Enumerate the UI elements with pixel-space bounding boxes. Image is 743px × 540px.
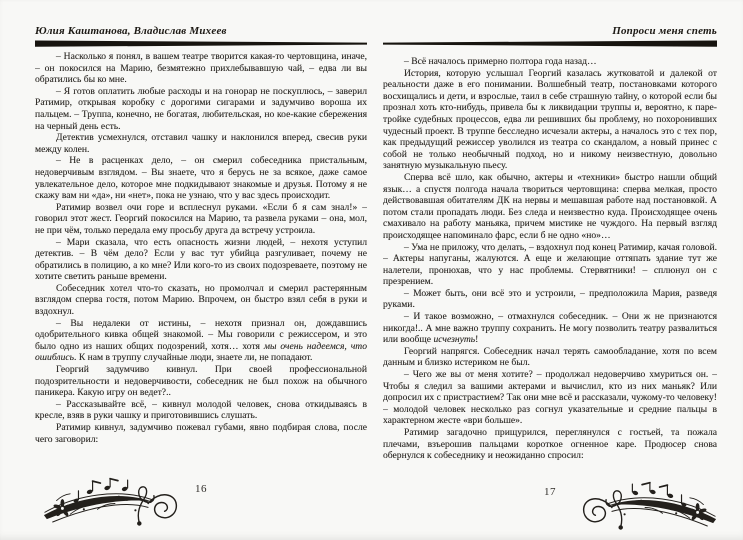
running-header-book-title: Попроси меня спеть	[612, 25, 717, 37]
paragraph: Детектив усмехнулся, отставил чашку и наклонился вперед, свесив руки между колен.	[35, 132, 367, 155]
paragraph: Ратимир возвел очи горе и всплеснул руками. «Если б я сам знал!» – говорил этот жест. Георгий покосился на Марию, та развела руками – она, мол, не при чём, только передала ему просьбу друга да встречу устроила.	[35, 201, 367, 236]
header-rule	[383, 40, 717, 48]
paragraph: Георгий задумчиво кивнул. При своей профессиональной подозрительности и недоверчивости, собеседник не был похож на обычного паникера. Какую игру он ведет?..	[35, 364, 367, 399]
paragraph: Ратимир загадочно прищурился, переглянулся с гостьей, та пожала плечами, взъерошив пальцами короткое огненное каре. Продюсер снова обернулся к собеседнику и неожиданно спросил:	[383, 427, 717, 462]
paragraph: – Рассказывайте всё, – кивнул молодой человек, снова откидываясь в кресле, взяв в руки чашку и приготовившись слушать.	[35, 398, 367, 422]
music-flourish-icon	[573, 481, 719, 534]
paragraph: – Мари сказала, что есть опасность жизни людей, – нехотя уступил детектив. – В чём дело? Если у вас тут убийца разгуливает, почему не обратились в полицию, а ко мне? Или кого-то из своих подозреваете, поэтому не хотите светить раньше времени.	[35, 236, 367, 283]
page-text	[35, 51, 367, 481]
paragraph: – Может быть, они всё это и устроили, – предположила Мария, разведя руками.	[383, 287, 717, 311]
paragraph: – Не в расценках дело, – он смерил собеседника пристальным, недоверчивым взглядом. – Вы знаете, что я берусь не за всякое, даже самое увлекательное дело, которое мне подкидывают знакомые и друзья. Потому я не скажу вам ни «да», ни «нет», пока не узнаю, что у вас здесь происходит.	[35, 155, 367, 202]
page-number: 17	[544, 486, 556, 498]
paragraph: – Насколько я понял, в вашем театре творится какая-то чертовщина, иначе, – он покосился на Марию, безмятежно прихлебывавшую чай, – едва ли вы обратились бы ко мне.	[35, 51, 367, 86]
page-text	[383, 56, 717, 486]
header-rule	[35, 40, 367, 48]
paragraph: Георгий напрягся. Собеседник начал терять самообладание, хотя по всем данным и близко истериком не был.	[383, 345, 717, 369]
page-number: 16	[195, 483, 207, 495]
paragraph: – Вы недалеки от истины, – нехотя признал он, дождавшись одобрительного кивка общей знакомой. – Мы говорили с режиссером, и это было одно из наших общих подозрений, хотя… хотя мы очень надеемся, что ошиблись. К нам в труппу случайные люди, знаете ли, не попадают.	[35, 317, 367, 364]
paragraph: – Ума не приложу, что делать, – вздохнул под конец Ратимир, качая головой. – Актеры напуганы, жалуются. А еще и желающие оттяпать здание тут же налетели, пронюхав, что у нас проблемы. Стервятники! – сплюнул он с презрением.	[383, 241, 717, 288]
paragraph: Собеседник хотел что-то сказать, но промолчал и смерил растерянным взглядом сперва гостя, потом Марию. Впрочем, он быстро взял себя в руки и вздохнул.	[35, 282, 367, 318]
paragraph: – Чего же вы от меня хотите? – продолжал недоверчиво хмуриться он. – Чтобы я следил за вашими актерами и вычислил, кто из них маньяк? Или допросил их с пристрастием? Так они мне всё и рассказали, чужому-то человеку! – молодой человек несколько раз согнул указательные и средние пальцы в характерном жесте «ври больше».	[383, 369, 717, 427]
paragraph: История, которую услышал Георгий казалась жутковатой и далекой от реальности даже в его понимании. Волшебный театр, постановками которого восхищались и дети, и взрослые, таил в себе страшную тайну, о которой если бы прознал хоть кто-нибудь, привела бы к ликвидации труппы и, вероятно, к паре-тройке судебных процессов, едва ли решивших бы проблему, но похоронивших чудесный проект. В труппе бесследно исчезали актеры, а началось это с тех пор, как предыдущий режиссер уволился из театра со скандалом, а новый принес с собой не только необычный подход, но и никому неизвестную, довольно занятную музыкальную пьесу.	[383, 67, 717, 172]
running-header-authors: Юлия Каштанова, Владислав Михеев	[35, 25, 227, 37]
page-left	[35, 0, 367, 540]
paragraph: Сперва всё шло, как обычно, актеры и «техники» быстро нашли общий язык… а спустя полгода начала твориться чертовщина: сперва мелкая, просто действовавшая обитателям ДК на нервы и мешавшая работе над постановкой. А потом стали пропадать люди. Без следа и неизвестно куда. Происходящее очень смахивало на работу маньяка, причем мистике не чуждого. На первый взгляд происходящее напоминало фарс, если б не одно «но»…	[383, 171, 717, 241]
paragraph: – И такое возможно, – отмахнулся собеседник. – Они ж не признаются никогда!.. А мне важно труппу сохранить. Не могу позволить театру развалиться или вообще исчезнуть!	[383, 311, 717, 346]
paragraph: Ратимир кивнул, задумчиво пожевал губами, явно подбирая слова, после чего заговорил:	[35, 422, 367, 445]
page-right	[383, 0, 717, 540]
paragraph: – Всё началось примерно полтора года назад…	[404, 56, 597, 67]
music-flourish-icon	[41, 477, 187, 530]
paragraph: – Я готов оплатить любые расходы и на гонорар не поскуплюсь, – заверил Ратимир, открывая коробку с дорогими сигарами и задумчиво вороша их пальцем. – Труппа, конечно, не богатая, любительская, но кое-какие сбережения на черный день есть.	[35, 85, 367, 132]
